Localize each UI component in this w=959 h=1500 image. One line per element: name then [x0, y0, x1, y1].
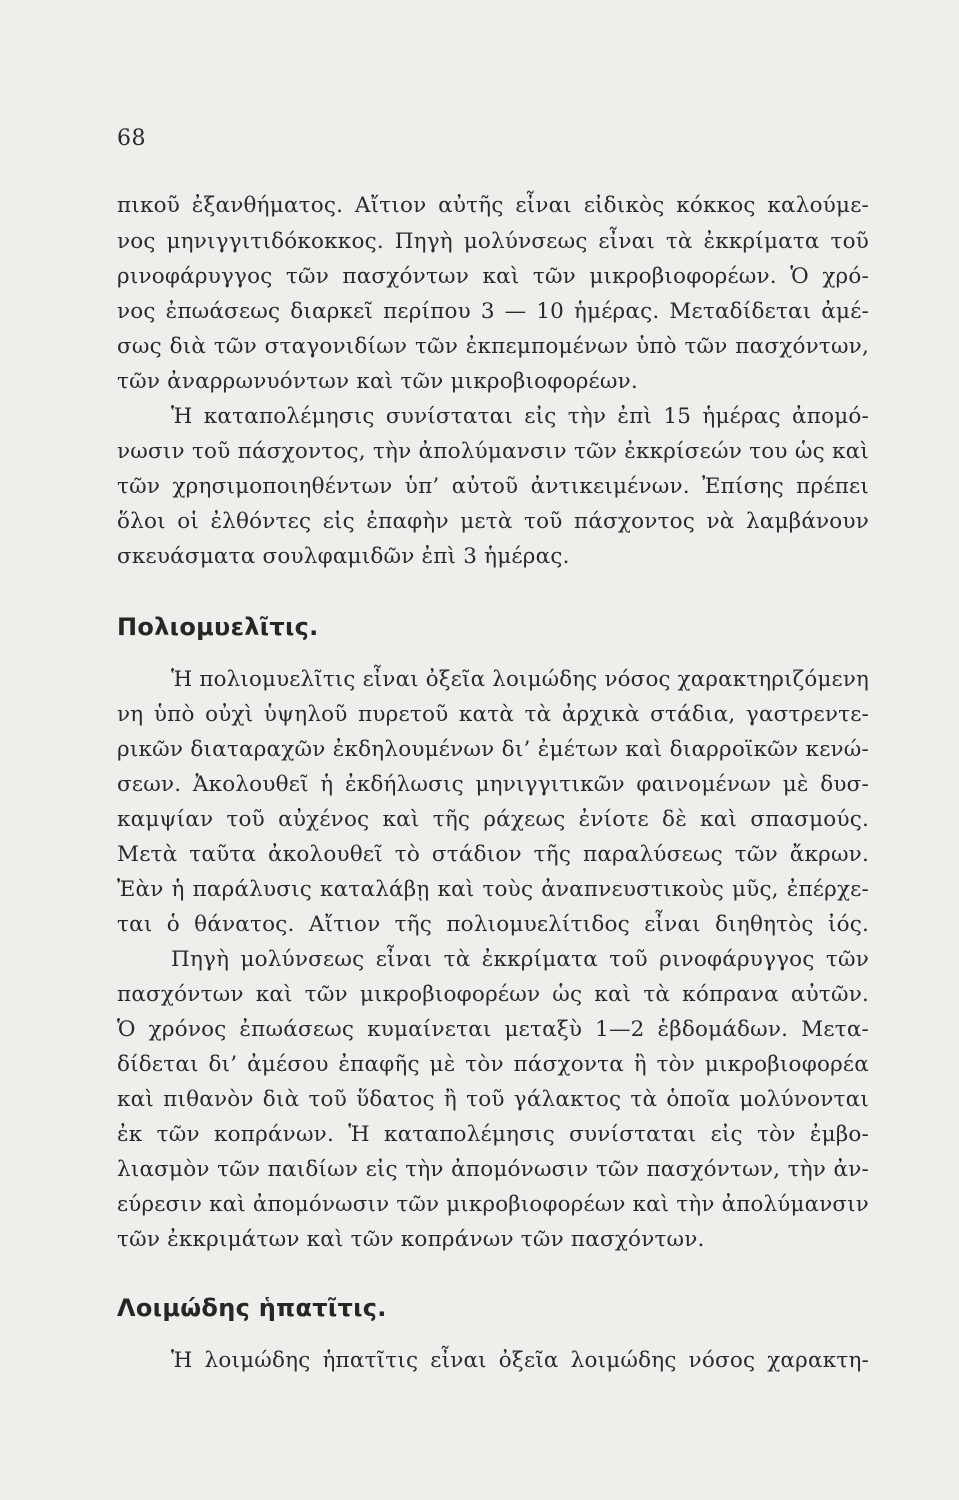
text-line: σως διὰ τῶν σταγονιδίων τῶν ἐκπεμπομένων ὑπὸ τῶν πασχόντων,: [117, 334, 869, 359]
text-line: νη ὑπὸ οὐχὶ ὑψηλοῦ πυρετοῦ κατὰ τὰ ἀρχικὰ στάδια, γαστρεντε-: [117, 702, 869, 727]
text-line: εύρεσιν καὶ ἀπομόνωσιν τῶν μικροβιοφορέων καὶ τὴν ἀπολύμανσιν: [117, 1192, 869, 1217]
text-line: σκευάσματα σουλφαμιδῶν ἐπὶ 3 ἡμέρας.: [117, 544, 570, 569]
text-line: τῶν ἀναρρωνυόντων καὶ τῶν μικροβιοφορέων.: [117, 369, 638, 394]
page-number: 68: [117, 126, 146, 151]
text-line: ρινοφάρυγγος τῶν πασχόντων καὶ τῶν μικροβιοφορέων. Ὁ χρό-: [117, 264, 869, 289]
heading-hepatitis: Λοιμώδης ἡπατῖτις.: [117, 1294, 387, 1322]
text-line: τῶν χρησιμοποιηθέντων ὑπ’ αὐτοῦ ἀντικειμένων. Ἐπίσης πρέπει: [117, 474, 869, 499]
heading-polio: Πολιομυελῖτις.: [117, 613, 319, 641]
text-line: ρικῶν διαταραχῶν ἐκδηλουμένων δι’ ἐμέτων καὶ διαρροϊκῶν κενώ-: [117, 737, 869, 762]
text-line: πικοῦ ἐξανθήματος. Αἴτιον αὐτῆς εἶναι εἰδικὸς κόκκος καλούμε-: [117, 193, 869, 218]
text-line: σεων. Ἀκολουθεῖ ἡ ἐκδήλωσις μηνιγγιτικῶν φαινομένων μὲ δυσ-: [117, 772, 869, 797]
text-line: ται ὁ θάνατος. Αἴτιον τῆς πολιομυελίτιδος εἶναι διηθητὸς ἰός.: [117, 912, 869, 937]
text-line: δίδεται δι’ ἀμέσου ἐπαφῆς μὲ τὸν πάσχοντα ἢ τὸν μικροβιοφορέα: [117, 1052, 869, 1077]
text-line: καμψίαν τοῦ αὐχένος καὶ τῆς ράχεως ἐνίοτε δὲ καὶ σπασμούς.: [117, 807, 869, 832]
text-line: νος ἐπωάσεως διαρκεῖ περίπου 3 — 10 ἡμέρας. Μεταδίδεται ἀμέ-: [117, 299, 869, 324]
text-line: Πηγὴ μολύνσεως εἶναι τὰ ἐκκρίματα τοῦ ρινοφάρυγγος τῶν: [171, 947, 869, 972]
text-line: Ἐὰν ἡ παράλυσις καταλάβῃ καὶ τοὺς ἀναπνευστικοὺς μῦς, ἐπέρχε-: [117, 877, 869, 902]
text-line: Ἡ λοιμώδης ἡπατῖτις εἶναι ὀξεῖα λοιμώδης νόσος χαρακτη-: [171, 1348, 869, 1373]
text-line: πασχόντων καὶ τῶν μικροβιοφορέων ὡς καὶ τὰ κόπρανα αὐτῶν.: [117, 982, 869, 1007]
text-line: νος μηνιγγιτιδόκοκκος. Πηγὴ μολύνσεως εἶναι τὰ ἐκκρίματα τοῦ: [117, 229, 869, 254]
text-line: ἐκ τῶν κοπράνων. Ἡ καταπολέμησις συνίσταται εἰς τὸν ἐμβο-: [117, 1122, 869, 1147]
text-line: Ἡ πολιομυελῖτις εἶναι ὀξεῖα λοιμώδης νόσος χαρακτηριζόμενη: [171, 667, 869, 692]
text-line: Ὁ χρόνος ἐπωάσεως κυμαίνεται μεταξὺ 1—2 ἑβδομάδων. Μετα-: [117, 1017, 869, 1042]
text-line: καὶ πιθανὸν διὰ τοῦ ὕδατος ἢ τοῦ γάλακτος τὰ ὁποῖα μολύνονται: [117, 1087, 869, 1112]
text-line: τῶν ἐκκριμάτων καὶ τῶν κοπράνων τῶν πασχόντων.: [117, 1227, 705, 1252]
text-line: Μετὰ ταῦτα ἀκολουθεῖ τὸ στάδιον τῆς παραλύσεως τῶν ἄκρων.: [117, 842, 869, 867]
text-line: Ἡ καταπολέμησις συνίσταται εἰς τὴν ἐπὶ 15 ἡμέρας ἀπομό-: [171, 404, 869, 429]
text-line: λιασμὸν τῶν παιδίων εἰς τὴν ἀπομόνωσιν τῶν πασχόντων, τὴν ἀν-: [117, 1157, 869, 1182]
text-line: νωσιν τοῦ πάσχοντος, τὴν ἀπολύμανσιν τῶν ἐκκρίσεών του ὡς καὶ: [117, 439, 869, 464]
text-line: ὅλοι οἱ ἐλθόντες εἰς ἐπαφὴν μετὰ τοῦ πάσχοντος νὰ λαμβάνουν: [117, 509, 869, 534]
